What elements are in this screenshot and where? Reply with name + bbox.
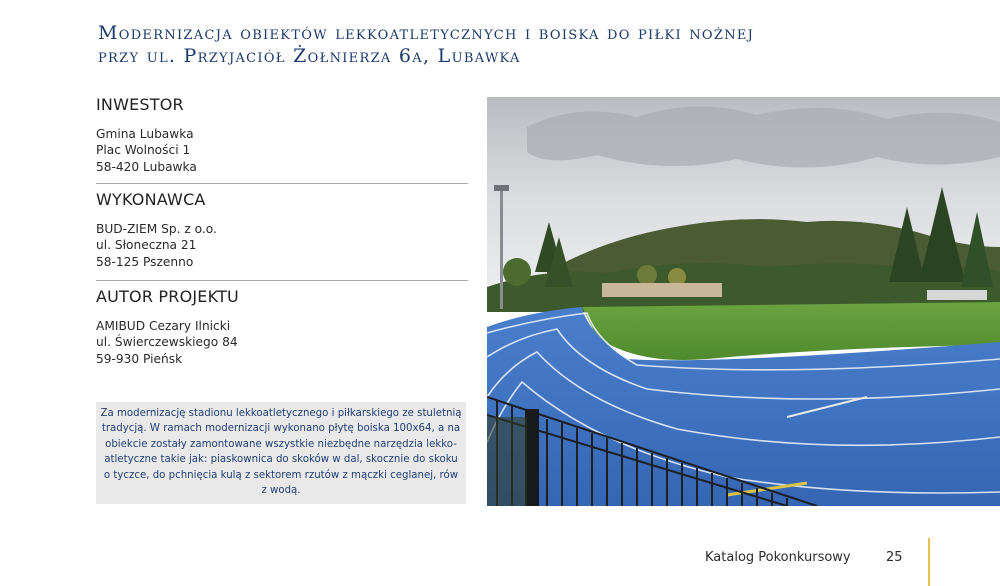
tree [503, 258, 531, 286]
footer-catalog-name: Katalog Pokonkursowy [705, 550, 851, 565]
page-number: 25 [886, 550, 903, 565]
section-investor [96, 95, 468, 175]
contractor-address [96, 221, 468, 270]
investor-address [96, 126, 468, 175]
description-line: tradycją. W ramach modernizacji wykonano płytę boiska 100x64, a na [101, 423, 461, 435]
contractor-line: 58-125 Pszenno [96, 254, 194, 269]
description-line: obiekcie zostały zamontowane wszystkie niezbędne narzędzia lekko- [105, 438, 457, 450]
title-line-2: przy ul. Przyjaciół Żołnierza 6a, Lubawka [98, 45, 521, 67]
investor-line: Plac Wolności 1 [96, 143, 191, 158]
stadium-illustration [487, 97, 1000, 506]
investor-line: Gmina Lubawka [96, 127, 194, 141]
description-line: z wodą. [261, 485, 301, 497]
investor-line: 58-420 Lubawka [96, 159, 197, 174]
section-heading-contractor: WYKONAWCA [96, 190, 206, 209]
section-author [96, 287, 468, 367]
light-pole [500, 189, 503, 309]
stand [927, 290, 987, 300]
description-line: o tyczce, do pchnięcia kulą z sektorem rzutów z mączki ceglanej, rów [103, 469, 459, 481]
floodlight [494, 185, 509, 191]
section-heading-author: AUTOR PROJEKTU [96, 287, 239, 306]
contractor-line: BUD-ZIEM Sp. z o.o. [96, 222, 217, 236]
footer-accent-bar [928, 538, 930, 586]
page-title [98, 22, 958, 68]
tree [637, 265, 657, 285]
author-line: ul. Świerczewskiego 84 [96, 335, 238, 350]
title-line-1: Modernizacja obiektów lekkoatletycznych i boiska do piłki nożnej [98, 22, 755, 44]
building [602, 283, 722, 297]
author-line: 59-930 Pieńsk [96, 351, 183, 366]
author-line: AMIBUD Cezary Ilnicki [96, 319, 231, 333]
stadium-photo [487, 97, 1000, 506]
fence-post [525, 409, 539, 506]
description-line: Za modernizację stadionu lekkoatletycznego i piłkarskiego ze stuletnią [100, 408, 462, 419]
section-divider [96, 280, 468, 281]
author-address [96, 318, 468, 367]
contractor-line: ul. Słoneczna 21 [96, 238, 197, 253]
section-contractor [96, 190, 468, 270]
description-box [96, 402, 466, 504]
description-line: atletyczne takie jak: piaskownica do skoków w dal, skocznie do skoku [104, 454, 458, 466]
section-divider [96, 183, 468, 184]
ground-leaves [487, 417, 527, 506]
section-heading-investor: INWESTOR [96, 95, 184, 114]
